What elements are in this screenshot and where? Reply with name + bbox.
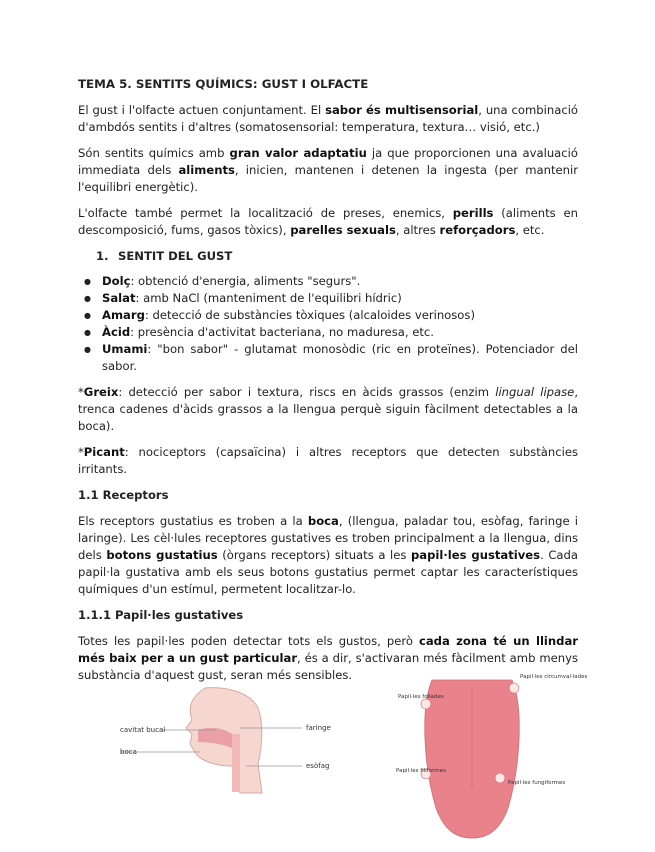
bold-term: Dolç: [102, 274, 131, 288]
bold-term: Umami: [102, 342, 148, 356]
tongue-label: Papil·les foliades: [398, 694, 444, 700]
text: , és a dir, s'activaran més fàcilment amb menys substància d'aquest gust, seran més sensibles.: [78, 651, 578, 682]
text: L'olfacte també permet la localització de preses, enemics,: [78, 206, 453, 220]
tongue-diagram: [396, 674, 587, 838]
papilla-zoom-circle: [421, 699, 431, 709]
taste-list: [78, 273, 578, 375]
bold-term: gran valor adaptatiu: [229, 146, 367, 160]
list-item: [102, 273, 578, 290]
text: , una combinació d'ambdós sentits i d'altres (somatosensorial: temperatura, textura… visió, etc.): [78, 103, 579, 134]
bold-term: aliments: [178, 163, 235, 177]
section-heading-receptors: 1.1 Receptors: [78, 488, 169, 502]
papilla-zoom-circle: [495, 773, 505, 783]
head-diagram: [120, 688, 331, 793]
head-label: esòfag: [306, 762, 330, 770]
list-item: [102, 324, 578, 341]
text: , altres: [395, 223, 440, 237]
text: ja que proporcionen una avaluació immediata dels: [78, 146, 578, 177]
paragraph-olfaction: [78, 205, 578, 239]
pharynx-shape: [232, 734, 240, 792]
text: : detecció per sabor i textura, riscs en àcids grassos (enzim: [118, 385, 496, 399]
bold-term: cada zona té un llindar més baix per a un gust particular: [78, 634, 579, 665]
bold-term: perills: [452, 206, 494, 220]
bold-term: boca: [307, 514, 339, 528]
text: Els receptors gustatius es troben a la: [78, 514, 308, 528]
tongue-label: Papil·les filiformes: [396, 768, 446, 774]
head-label: faringe: [306, 724, 331, 732]
papilla-zoom-circle: [509, 683, 519, 693]
list-item: [102, 341, 578, 375]
text: , trenca cadenes d'àcids grassos a la llengua perquè siguin fàcilment detectables a la boca).: [78, 385, 578, 433]
bold-term: parelles sexuals: [290, 223, 396, 237]
text: , (llengua, paladar tou, esòfag, faringe i laringe). Les cèl·lules receptores gustatives es troben principalment a la llengua, dins dels: [78, 514, 578, 562]
text: : presència d'activitat bacteriana, no maduresa, etc.: [130, 325, 434, 339]
text: . Cada papil·la gustativa amb els seus botons gustatius permet captar les característiques químiques d'un estímul, permetent localitzar-lo.: [78, 548, 578, 596]
figures-svg: [0, 668, 655, 848]
document-page: [78, 76, 578, 693]
text: (aliments en descomposició, fums, gasos tòxics),: [78, 206, 578, 237]
section-heading-papilles: 1.1.1 Papil·les gustatives: [78, 608, 244, 622]
head-label: boca: [120, 748, 137, 756]
list-item: [102, 290, 578, 307]
section-label: SENTIT DEL GUST: [118, 249, 233, 263]
paragraph-greix: [78, 384, 578, 435]
bold-term: Picant: [83, 445, 125, 459]
bold-term: Salat: [102, 291, 136, 305]
section-number: 1.: [96, 249, 109, 263]
text: : "bon sabor" - glutamat monosòdic (ric en proteïnes). Potenciador del sabor.: [102, 342, 578, 373]
text: Totes les papil·les poden detectar tots els gustos, però: [78, 634, 419, 648]
section-heading-gust: [96, 248, 578, 265]
bold-term: sabor és multisensorial: [325, 103, 479, 117]
paragraph-adaptive: [78, 145, 578, 196]
paragraph-picant: [78, 444, 578, 478]
text: : amb NaCl (manteniment de l'equilibri hídric): [135, 291, 402, 305]
head-label: cavitat bucal: [120, 726, 166, 734]
text: , etc.: [515, 223, 545, 237]
text: : nociceptors (capsaïcina) i altres receptors que detecten substàncies irritants.: [78, 445, 578, 476]
bold-term: Amarg: [102, 308, 145, 322]
bold-term: botons gustatius: [106, 548, 218, 562]
bold-term: reforçadors: [439, 223, 516, 237]
bold-term: Àcid: [102, 325, 131, 339]
tongue-label: Papil·les circumval·lades: [520, 674, 588, 680]
text: , inicien, mantenen i detenen la ingesta (per mantenir l'equilibri energètic).: [78, 163, 578, 194]
italic-term: lingual lipase: [495, 385, 575, 399]
text: El gust i l'olfacte actuen conjuntament. El: [78, 103, 326, 117]
text: *: [78, 385, 84, 399]
text: *: [78, 445, 84, 459]
list-item: [102, 307, 578, 324]
bold-term: Greix: [83, 385, 119, 399]
tongue-label: Papil·les fungiformes: [508, 780, 566, 786]
paragraph-intro: [78, 102, 578, 136]
page-title: TEMA 5. SENTITS QUÍMICS: GUST I OLFACTE: [78, 77, 369, 91]
bold-term: papil·les gustatives: [410, 548, 541, 562]
figures-area: [0, 668, 655, 848]
text: Són sentits químics amb: [78, 146, 230, 160]
text: : detecció de substàncies tòxiques (alcaloides verinosos): [144, 308, 475, 322]
text: : obtenció d'energia, aliments "segurs".: [130, 274, 361, 288]
text: (òrgans receptors) situats a les: [217, 548, 411, 562]
paragraph-receptors: [78, 513, 578, 598]
